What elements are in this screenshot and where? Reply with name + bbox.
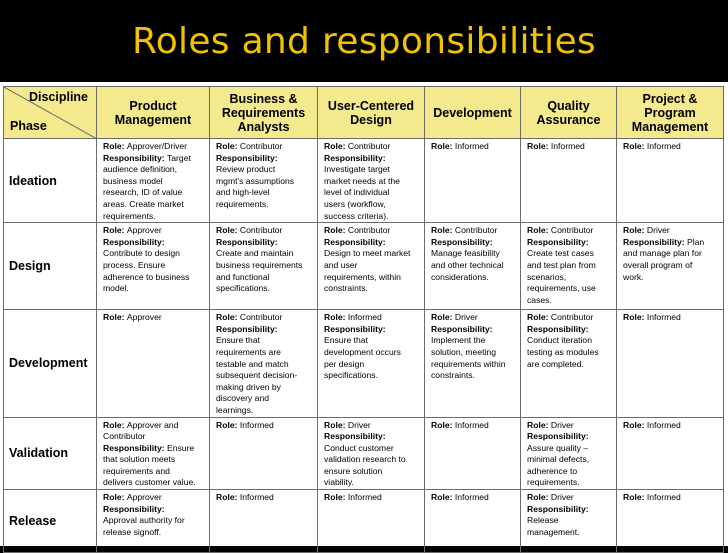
cell-text: business requirements [216, 259, 303, 270]
cell-label: Role: [623, 419, 647, 430]
cell-text: Approval authority for [103, 515, 185, 526]
col-header [97, 87, 210, 139]
cell-text: subsequent decision- [216, 370, 298, 381]
cell-text: minimal defects, [527, 454, 590, 465]
cell-text: requirements are [216, 346, 281, 357]
cell-text: Create test cases [527, 248, 594, 259]
discipline-header-text: Assurance [536, 112, 601, 127]
cell-label: Role: [527, 312, 551, 323]
cell-text: Target [166, 152, 191, 163]
roles-table [3, 86, 724, 553]
role-cell [617, 139, 724, 223]
cell-label: Role: [103, 419, 127, 430]
cell-text: requirements, within [324, 271, 401, 282]
cell-text: Ensure that [324, 335, 368, 346]
cell-text: requirements. [527, 477, 580, 488]
role-cell [210, 223, 318, 310]
cell-label: Role: [216, 492, 240, 503]
table-row [4, 417, 724, 490]
cell-label: Role: [324, 492, 348, 503]
cell-text: Approver [126, 225, 162, 236]
cell-text: research, ID of value [103, 187, 183, 198]
role-cell [425, 139, 521, 223]
cell-text: Conduct customer [324, 442, 394, 453]
cell-label: Role: [623, 141, 647, 151]
discipline-header-text: Management [114, 112, 192, 127]
cell-text: specifications. [324, 370, 378, 381]
cell-label: Responsibility: [431, 323, 493, 334]
cell-text: requirements. [103, 210, 156, 221]
cell-text: and functional [216, 271, 270, 282]
cell-label: Role: [431, 492, 455, 503]
cell-text: Contributor [239, 141, 283, 151]
cell-text: Informed [454, 492, 489, 503]
cell-label: Responsibility: [103, 442, 167, 453]
role-cell [425, 223, 521, 310]
cell-label: Role: [103, 141, 127, 151]
cell-text: making driven by [216, 381, 281, 392]
role-cell [617, 223, 724, 310]
cell-text: Conduct iteration [527, 335, 592, 346]
role-cell [210, 310, 318, 417]
cell-label: Role: [103, 492, 127, 503]
cell-label: Responsibility: [103, 236, 165, 247]
discipline-header-text: Design [350, 112, 392, 127]
phase-cell: Release [4, 490, 97, 553]
cell-text: Informed [454, 419, 489, 430]
role-cell [97, 490, 210, 553]
cell-text: level of individual [324, 187, 390, 198]
cell-label: Responsibility: [216, 323, 278, 334]
role-cell [318, 139, 425, 223]
cell-text: constraints. [324, 283, 368, 294]
cell-text: Create and maintain [216, 248, 294, 259]
discipline-header-text: Project & [642, 91, 698, 106]
cell-label: Role: [103, 312, 127, 323]
cell-text: solution, meeting [431, 346, 496, 357]
discipline-header-text: Product [129, 98, 177, 113]
cell-text: mgmt's assumptions [216, 175, 295, 186]
cell-text: requirements and [103, 465, 170, 476]
cell-text: Informed [646, 312, 681, 323]
cell-label: Role: [324, 141, 348, 151]
cell-text: Ensure [166, 442, 195, 453]
cell-label: Role: [623, 492, 647, 503]
cell-text: Investigate target [324, 164, 390, 175]
col-header [318, 87, 425, 139]
header-row [4, 87, 724, 139]
cell-label: Responsibility: [527, 431, 589, 442]
phase-label: Phase [10, 119, 47, 133]
cell-label: Responsibility: [324, 431, 386, 442]
cell-label: Role: [216, 419, 240, 430]
role-cell [617, 310, 724, 417]
col-header [521, 87, 617, 139]
cell-text: Review product [216, 164, 276, 175]
role-cell [97, 223, 210, 310]
cell-label: Role: [324, 225, 348, 236]
cell-text: development occurs [324, 346, 401, 357]
table-body [4, 139, 724, 553]
cell-label: Role: [527, 141, 551, 151]
role-cell [210, 139, 318, 223]
cell-label: Responsibility: [527, 236, 589, 247]
cell-text: Assure quality – [527, 442, 589, 453]
cell-text: and manage plan for [623, 248, 702, 259]
col-header [617, 87, 724, 139]
cell-label: Role: [527, 419, 551, 430]
cell-text: Plan [686, 236, 705, 247]
cell-label: Responsibility: [431, 236, 493, 247]
cell-text: adherence to business [103, 271, 190, 282]
cell-text: Informed [347, 492, 382, 503]
phase-cell: Design [4, 223, 97, 310]
discipline-header-text: Management [631, 119, 709, 134]
cell-text: validation research to [324, 454, 406, 465]
cell-text: viability. [324, 477, 354, 488]
discipline-header-text: Development [433, 105, 512, 120]
cell-text: scenarios, [527, 271, 567, 282]
cell-text: Contributor [347, 225, 391, 236]
cell-text: Contributor [550, 312, 594, 323]
cell-text: business model [103, 175, 163, 186]
cell-text: Informed [454, 141, 489, 151]
corner-cell [4, 87, 97, 139]
phase-cell: Validation [4, 417, 97, 490]
table-row [4, 490, 724, 553]
cell-text: Contributor [239, 225, 283, 236]
cell-text: requirements, use [527, 283, 596, 294]
cell-text: Release [527, 515, 559, 526]
cell-text: audience definition, [103, 164, 178, 175]
cell-text: testing as modules [527, 346, 599, 357]
discipline-header-text: User-Centered [327, 98, 415, 113]
role-cell [210, 490, 318, 553]
cell-text: Driver [347, 419, 371, 430]
role-cell [210, 417, 318, 490]
role-cell [425, 490, 521, 553]
cell-text: Contributor [347, 141, 391, 151]
cell-text: users (workflow, [324, 198, 386, 209]
cell-text: work. [623, 271, 644, 282]
role-cell [617, 417, 724, 490]
cell-label: Responsibility: [527, 323, 589, 334]
cell-label: Role: [623, 312, 647, 323]
cell-text: requirements. [216, 198, 269, 209]
role-cell [617, 490, 724, 553]
discipline-header-text: Program [644, 105, 696, 120]
cell-label: Role: [527, 225, 551, 236]
discipline-header-text: Quality [547, 98, 590, 113]
cell-text: Ensure that [216, 335, 260, 346]
role-cell [318, 417, 425, 490]
cell-text: Contributor [239, 312, 283, 323]
cell-text: Contributor [550, 225, 594, 236]
cell-text: areas. Create market [103, 198, 184, 209]
cell-text: considerations. [431, 271, 489, 282]
cell-text: success criteria). [324, 210, 389, 221]
cell-label: Role: [216, 312, 240, 323]
role-cell [521, 310, 617, 417]
cell-label: Responsibility: [527, 503, 589, 514]
cell-label: Responsibility: [216, 236, 278, 247]
cell-text: and user [324, 259, 358, 270]
phase-cell: Development [4, 310, 97, 417]
discipline-header-text: Requirements [221, 105, 306, 120]
cell-text: Informed [646, 141, 681, 151]
cell-text: Approver and [126, 419, 179, 430]
cell-text: Approver/Driver [126, 141, 188, 151]
role-cell [521, 490, 617, 553]
role-cell [521, 223, 617, 310]
table-row [4, 310, 724, 417]
slide-title: Roles and responsibilities [132, 20, 596, 62]
cell-label: Responsibility: [324, 236, 386, 247]
cell-label: Role: [324, 312, 348, 323]
cell-text: Implement the [431, 335, 486, 346]
cell-text: Contributor [454, 225, 498, 236]
cell-text: specifications. [216, 283, 270, 294]
cell-label: Role: [216, 141, 240, 151]
role-cell [425, 310, 521, 417]
cell-label: Role: [324, 419, 348, 430]
table-row [4, 223, 724, 310]
cell-text: management. [527, 526, 580, 537]
cell-text: Informed [347, 312, 382, 323]
cell-text: discovery and [216, 393, 270, 404]
cell-label: Role: [527, 492, 551, 503]
cell-text: ensure solution [324, 465, 383, 476]
cell-text: Contributor [103, 431, 146, 442]
cell-label: Responsibility: [216, 152, 278, 163]
cell-label: Responsibility: [324, 152, 386, 163]
role-cell [318, 490, 425, 553]
cell-text: model. [103, 283, 129, 294]
cell-label: Role: [431, 312, 455, 323]
role-cell [318, 223, 425, 310]
cell-text: Approver [126, 312, 162, 323]
cell-label: Role: [623, 225, 647, 236]
phase-cell: Ideation [4, 139, 97, 223]
cell-label: Role: [103, 225, 127, 236]
cell-text: overall program of [623, 259, 693, 270]
cell-text: cases. [527, 294, 552, 305]
cell-label: Responsibility: [103, 503, 165, 514]
role-cell [97, 310, 210, 417]
role-cell [318, 310, 425, 417]
cell-label: Role: [431, 419, 455, 430]
col-header [425, 87, 521, 139]
cell-text: release signoff. [103, 526, 162, 537]
cell-text: per design [324, 358, 365, 369]
cell-text: and other technical [431, 259, 504, 270]
cell-text: Driver [550, 419, 574, 430]
role-cell [97, 417, 210, 490]
cell-text: Driver [550, 492, 574, 503]
cell-text: constraints. [431, 370, 475, 381]
cell-text: process. Ensure [103, 259, 166, 270]
cell-text: Driver [454, 312, 478, 323]
cell-text: Informed [646, 419, 681, 430]
role-cell [97, 139, 210, 223]
cell-text: Informed [550, 141, 585, 151]
content-panel [0, 82, 728, 546]
cell-label: Responsibility: [103, 152, 167, 163]
discipline-label: Discipline [28, 90, 88, 104]
cell-text: Manage feasibility [431, 248, 500, 259]
cell-text: learnings. [216, 404, 254, 415]
cell-text: Driver [646, 225, 670, 236]
cell-label: Responsibility: [324, 323, 386, 334]
col-header [210, 87, 318, 139]
role-cell [425, 417, 521, 490]
cell-text: Informed [646, 492, 681, 503]
cell-text: Informed [239, 419, 274, 430]
cell-text: Design to meet market [324, 248, 411, 259]
cell-text: testable and match [216, 358, 289, 369]
cell-text: Informed [239, 492, 274, 503]
cell-text: that solution meets [103, 454, 176, 465]
cell-text: and high-level [216, 187, 270, 198]
cell-label: Role: [216, 225, 240, 236]
cell-text: Approver [126, 492, 162, 503]
discipline-header-text: Business & [229, 91, 298, 106]
discipline-header-text: Analysts [237, 119, 290, 134]
role-cell [521, 139, 617, 223]
cell-text: delivers customer value. [103, 477, 196, 488]
cell-label: Role: [431, 225, 455, 236]
table-row [4, 139, 724, 223]
cell-text: requirements within [431, 358, 506, 369]
cell-text: Contribute to design [103, 248, 180, 259]
cell-label: Responsibility: [623, 236, 687, 247]
cell-text: adherence to [527, 465, 578, 476]
cell-text: and test plan from [527, 259, 596, 270]
role-cell [521, 417, 617, 490]
cell-text: market needs at the [324, 175, 400, 186]
cell-label: Role: [431, 141, 455, 151]
cell-text: are completed. [527, 358, 584, 369]
